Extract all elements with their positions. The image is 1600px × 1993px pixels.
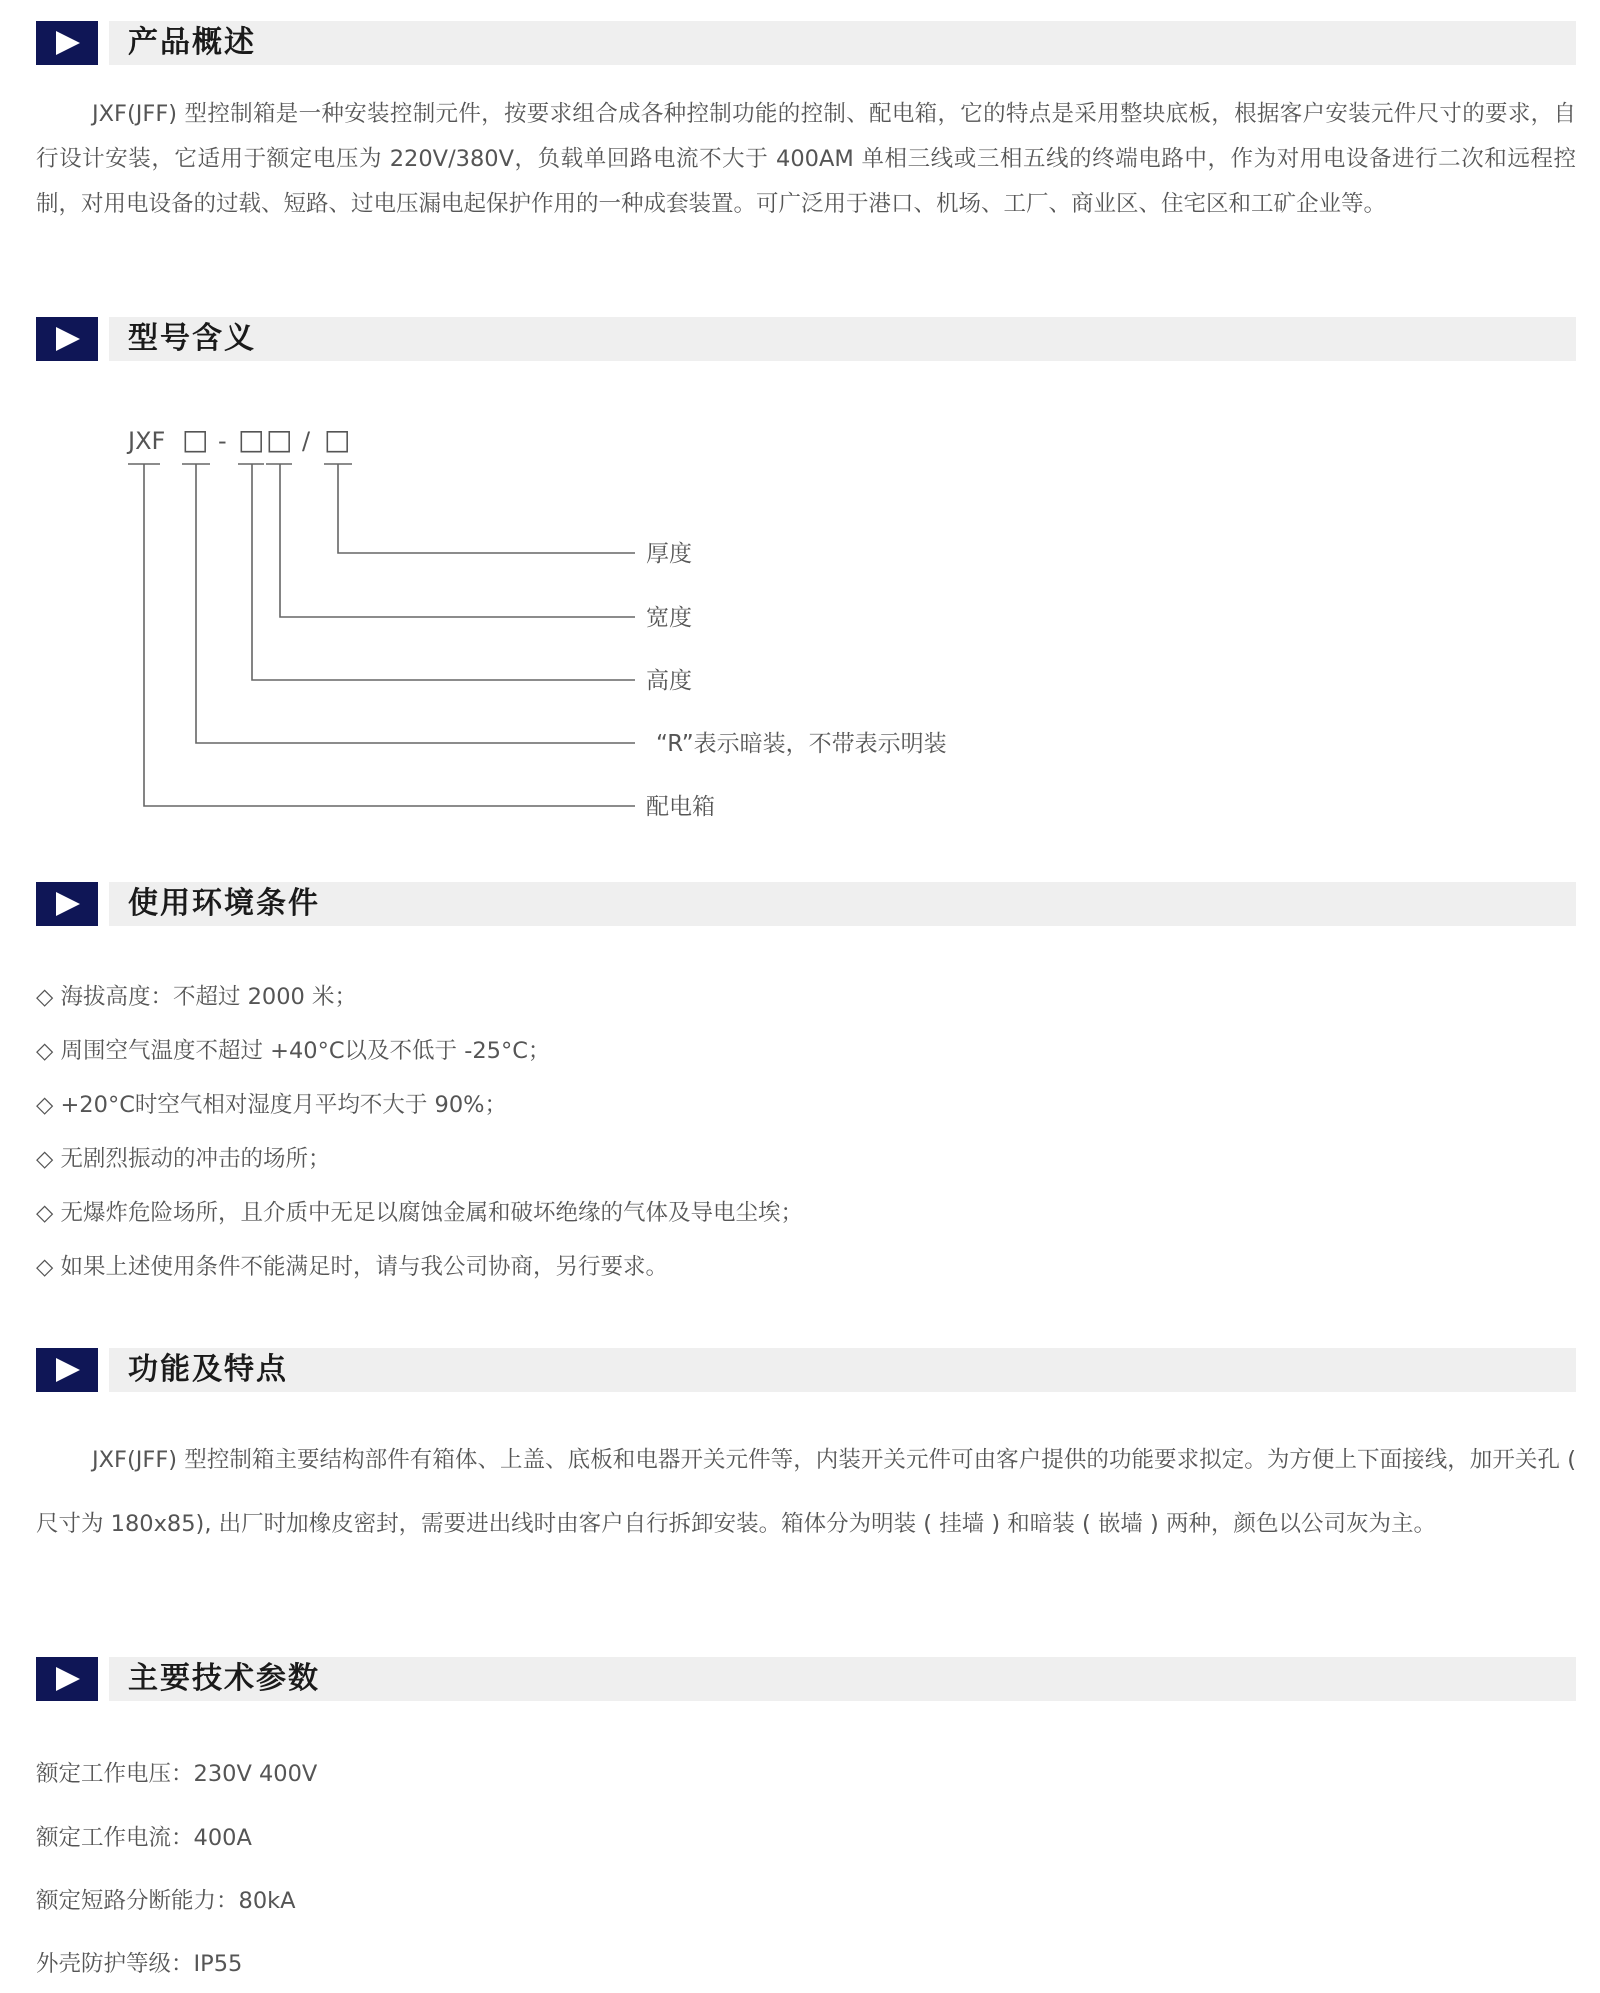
environment-item: ◇ 无剧烈振动的冲击的场所；: [36, 1146, 331, 1172]
model-prefix: JXF: [128, 427, 166, 455]
play-icon: [36, 317, 98, 361]
param-breaking-capacity: 额定短路分断能力：80kA: [36, 1888, 296, 1914]
header-bar: [109, 1657, 1576, 1701]
model-box: □: [238, 423, 265, 456]
section-header-features: [36, 1348, 1576, 1392]
model-code-diagram: [0, 410, 1600, 830]
model-box: □: [324, 423, 351, 456]
model-leader-lines: [128, 464, 635, 806]
overview-text: JXF(JFF) 型控制箱是一种安装控制元件，按要求组合成各种控制功能的控制、配电箱，它的特点是采用整块底板，根据客户安装元件尺寸的要求，自行设计安装，它适用于额定电压为 220V/380V，负载单回路电流不大于 400AM 单相三线或三相五线的终端电路中，作为对用电设备进行二次和远程控制，对用电设备的过载、短路、过电压漏电起保护作用的一种成套装置。可广泛用于港口、机场、工厂、商业区、住宅区和工矿企业等。: [36, 101, 1576, 217]
section-title: 主要技术参数: [128, 1661, 320, 1696]
features-paragraph: [36, 1428, 1576, 1556]
section-title: 产品概述: [128, 25, 256, 60]
header-bar: [109, 21, 1576, 65]
model-label-height: 高度: [646, 668, 692, 694]
param-rated-current: 额定工作电流：400A: [36, 1825, 252, 1851]
header-bar: [109, 1348, 1576, 1392]
section-title: 使用环境条件: [128, 886, 320, 921]
model-label-thickness: 厚度: [646, 541, 692, 567]
environment-item: ◇ 海拔高度：不超过 2000 米；: [36, 984, 358, 1010]
environment-item: ◇ 如果上述使用条件不能满足时，请与我公司协商，另行要求。: [36, 1254, 668, 1280]
model-separator: /: [302, 427, 311, 455]
model-label-distribution-box: 配电箱: [646, 794, 715, 820]
header-bar: [109, 317, 1576, 361]
header-bar: [109, 882, 1576, 926]
features-text: JXF(JFF) 型控制箱主要结构部件有箱体、上盖、底板和电器开关元件等，内装开关元件可由客户提供的功能要求拟定。为方便上下面接线，加开关孔 ( 尺寸为 180x85), 出厂时加橡皮密封，需要进出线时由客户自行拆卸安装。箱体分为明装 ( 挂墙 ) 和暗装 ( 嵌墙 ) 两种，颜色以公司灰为主。: [36, 1447, 1576, 1537]
play-icon: [36, 882, 98, 926]
param-protection-grade: 外壳防护等级：IP55: [36, 1951, 243, 1977]
overview-paragraph: [36, 92, 1576, 227]
model-label-width: 宽度: [646, 605, 692, 631]
model-box: □: [182, 423, 209, 456]
section-title: 型号含义: [128, 321, 256, 356]
param-rated-voltage: 额定工作电压：230V 400V: [36, 1761, 318, 1787]
model-label-mount-type: “R”表示暗装，不带表示明装: [656, 731, 947, 757]
model-separator: -: [218, 427, 227, 455]
section-header-overview: [36, 21, 1576, 65]
environment-item: ◇ 无爆炸危险场所，且介质中无足以腐蚀金属和破坏绝缘的气体及导电尘埃；: [36, 1200, 803, 1226]
environment-item: ◇ 周围空气温度不超过 +40°C以及不低于 -25°C；: [36, 1038, 551, 1064]
model-box: □: [266, 423, 293, 456]
play-icon: [36, 1348, 98, 1392]
play-icon: [36, 1657, 98, 1701]
section-header-environment: [36, 882, 1576, 926]
section-title: 功能及特点: [128, 1352, 288, 1387]
play-icon: [36, 21, 98, 65]
section-header-model: [36, 317, 1576, 361]
environment-item: ◇ +20°C时空气相对湿度月平均不大于 90%；: [36, 1092, 508, 1118]
section-header-params: [36, 1657, 1576, 1701]
